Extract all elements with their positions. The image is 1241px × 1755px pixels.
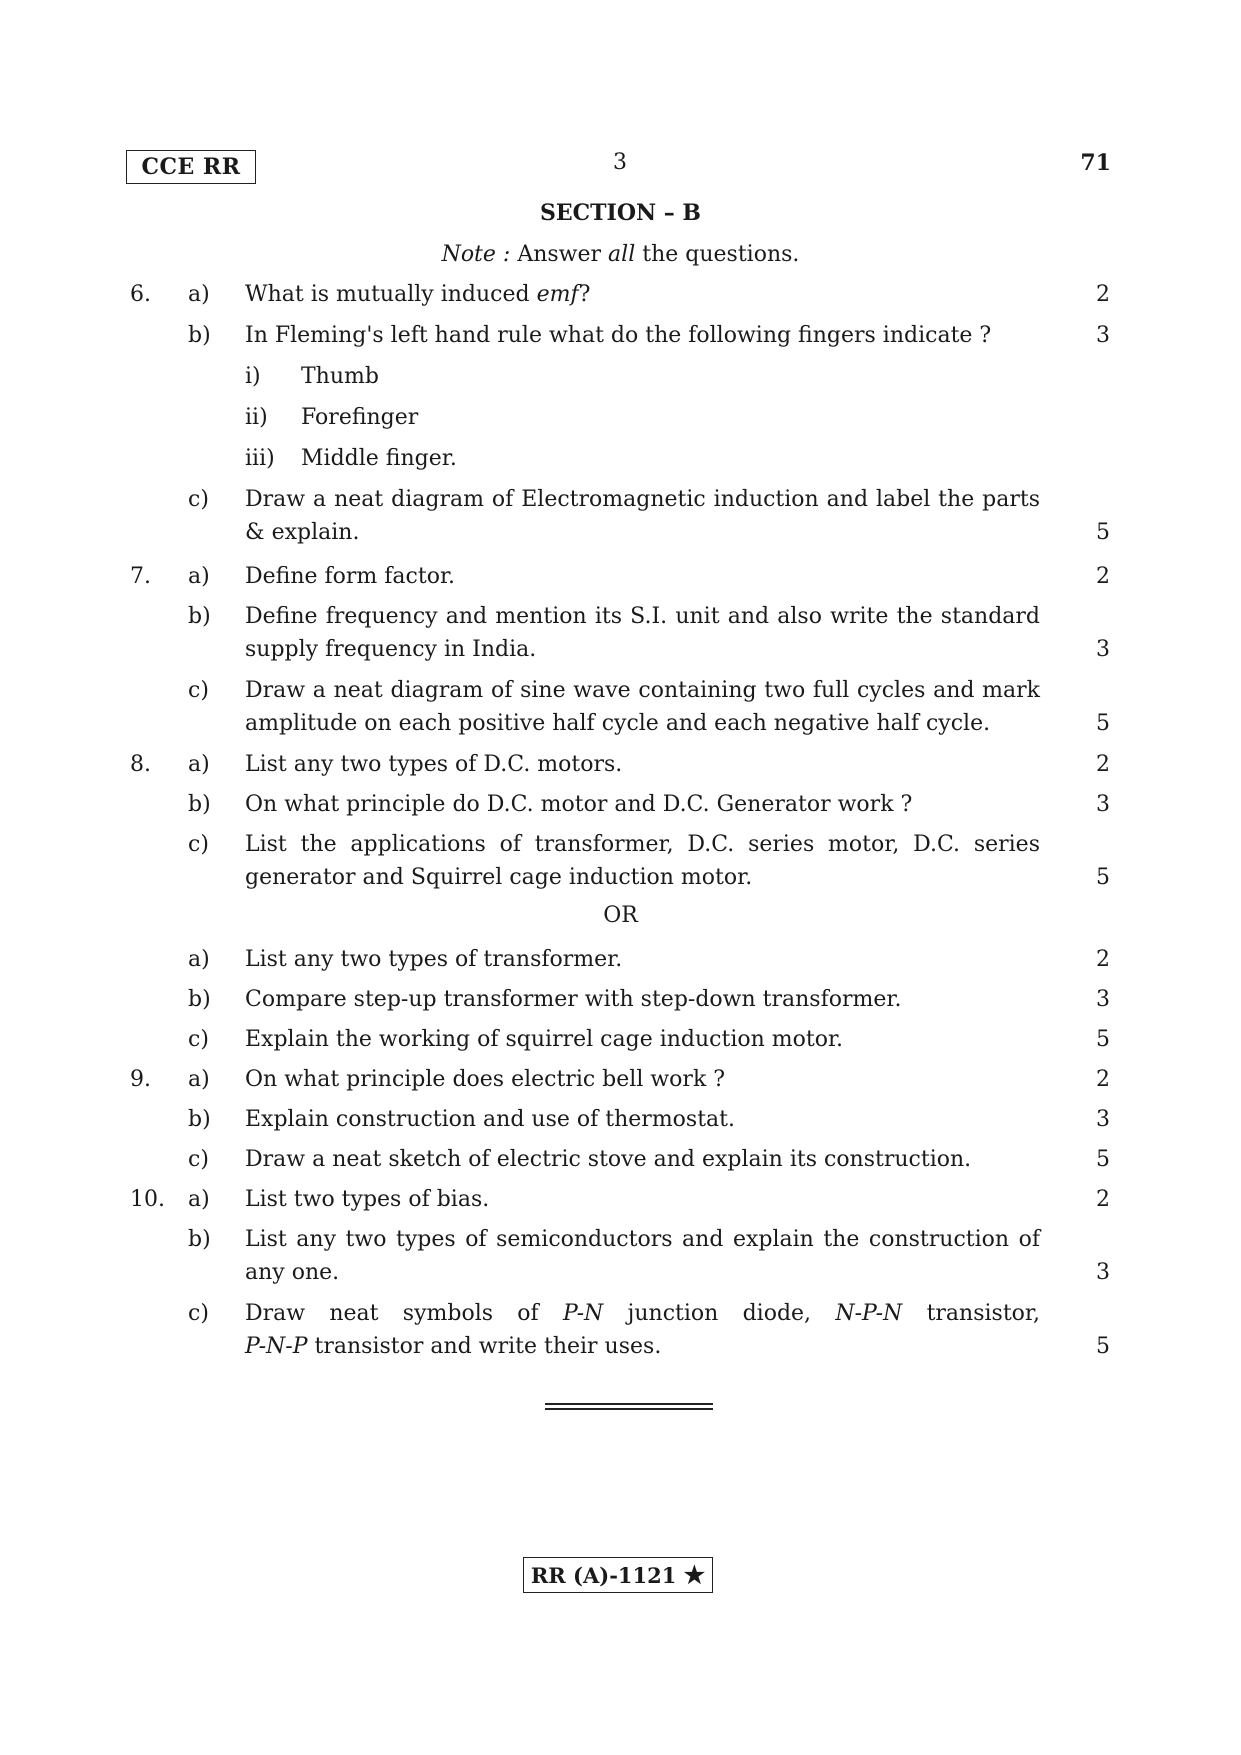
question-number: 10. [130,1187,165,1212]
marks: 2 [1096,282,1110,307]
footer-code-text: RR (A)-1121 [530,1563,677,1588]
star-icon: ★ [683,1560,706,1589]
sub-label: a) [188,1187,210,1212]
question-text: On what principle does electric bell work ? [245,1067,726,1092]
question-text-line2 [245,1330,1040,1363]
question-text-line2: & explain. [245,520,360,545]
question-text: List any two types of transformer. [245,947,623,972]
sub-label: a) [188,752,210,777]
question-text-main: What is mutually induced [245,282,530,307]
question-text: On what principle do D.C. motor and D.C. Generator work ? [245,792,913,817]
question-7b [130,600,1110,666]
sub-label: c) [188,1301,209,1326]
marks: 5 [1096,1334,1110,1359]
question-text: Compare step-up transformer with step-down transformer. [245,987,902,1012]
question-text-line1: List the applications of transformer, D.C. series motor, D.C. series [245,832,1040,857]
marks: 3 [1096,792,1110,817]
question-text-line2: supply frequency in India. [245,637,537,662]
marks: 2 [1096,947,1110,972]
section-note [0,242,1241,267]
sub-label: b) [188,792,211,817]
question-text: Define form factor. [245,564,456,589]
sub-item-text: Forefinger [301,405,419,430]
text-emph-pnp: P-N-P [245,1334,308,1359]
text-part: transistor and write their uses. [314,1334,662,1359]
question-text-line1: Draw a neat diagram of sine wave containing two full cycles and mark [245,678,1040,703]
footer-code-box [523,1557,713,1593]
marks: 2 [1096,1187,1110,1212]
section-title-text: SECTION – B [539,200,701,226]
sub-label: c) [188,832,209,857]
sub-item-middle-finger [245,442,457,475]
question-text: Draw a neat sketch of electric stove and explain its construction. [245,1147,972,1172]
sub-label: a) [188,947,210,972]
marks: 5 [1096,865,1110,890]
sub-label: b) [188,987,211,1012]
question-text-line1: Define frequency and mention its S.I. unit and also write the standard [245,604,1040,629]
marks: 5 [1096,711,1110,736]
question-text-line1: List any two types of semiconductors and explain the construction of [245,1227,1040,1252]
sub-item-text: Middle finger. [301,446,457,471]
note-emph: all [608,242,636,267]
question-10c [130,1297,1110,1363]
sub-item-forefinger [245,401,418,434]
page-number: 3 [613,150,627,175]
marks: 3 [1096,1107,1110,1132]
question-text: List any two types of D.C. motors. [245,752,623,777]
question-10b [130,1223,1110,1289]
question-text [245,278,1040,311]
question-8c [130,828,1110,894]
sub-label: c) [188,1027,209,1052]
end-rule-bottom [545,1408,713,1410]
text-emph-pn: P-N [562,1301,604,1326]
sub-label: a) [188,1067,210,1092]
marks: 3 [1096,637,1110,662]
section-title [0,200,1241,226]
question-6c [130,483,1110,549]
marks: 5 [1096,520,1110,545]
text-part: junction diode, [627,1301,812,1326]
sub-item-thumb [245,360,379,393]
roman-label: iii) [245,446,275,471]
question-text: In Fleming's left hand rule what do the following fingers indicate ? [245,323,992,348]
question-text-tail: ? [578,282,591,307]
question-number: 9. [130,1067,151,1092]
sub-label: b) [188,1107,211,1132]
sub-label: c) [188,1147,209,1172]
sub-label: b) [188,604,211,629]
marks: 3 [1096,323,1110,348]
question-text-line1: Draw a neat diagram of Electromagnetic induction and label the parts [245,487,1040,512]
question-number: 6. [130,282,151,307]
sub-label: a) [188,282,210,307]
marks: 2 [1096,1067,1110,1092]
end-rule-top [545,1403,713,1405]
text-part: transistor, [926,1301,1041,1326]
sub-label: c) [188,678,209,703]
text-emph-npn: N-P-N [835,1301,903,1326]
question-text-line2: any one. [245,1260,340,1285]
question-text: Explain the working of squirrel cage induction motor. [245,1027,844,1052]
question-text-line2: amplitude on each positive half cycle and each negative half cycle. [245,711,991,736]
question-text: Explain construction and use of thermostat. [245,1107,736,1132]
marks: 3 [1096,1260,1110,1285]
note-prefix: Note : [441,242,511,267]
question-text: List two types of bias. [245,1187,490,1212]
sub-label: b) [188,1227,211,1252]
question-number: 8. [130,752,151,777]
or-divider-label: OR [603,903,638,928]
roman-label: ii) [245,405,268,430]
marks: 5 [1096,1027,1110,1052]
text-part: Draw neat symbols of [245,1301,539,1326]
sub-item-text: Thumb [301,364,379,389]
header-code-box: CCE RR [126,150,256,184]
sub-label: b) [188,323,211,348]
question-number: 7. [130,564,151,589]
note-text-1: Answer [517,242,602,267]
question-text-line1 [245,1297,1040,1330]
marks: 5 [1096,1147,1110,1172]
sub-label: a) [188,564,210,589]
question-text-emph: emf [536,282,579,307]
marks: 2 [1096,752,1110,777]
question-7c [130,674,1110,740]
marks: 2 [1096,564,1110,589]
marks: 3 [1096,987,1110,1012]
sub-label: c) [188,487,209,512]
roman-label: i) [245,364,261,389]
paper-code: 71 [1080,150,1111,176]
question-text-line2: generator and Squirrel cage induction motor. [245,865,753,890]
note-text-2: the questions. [642,242,800,267]
